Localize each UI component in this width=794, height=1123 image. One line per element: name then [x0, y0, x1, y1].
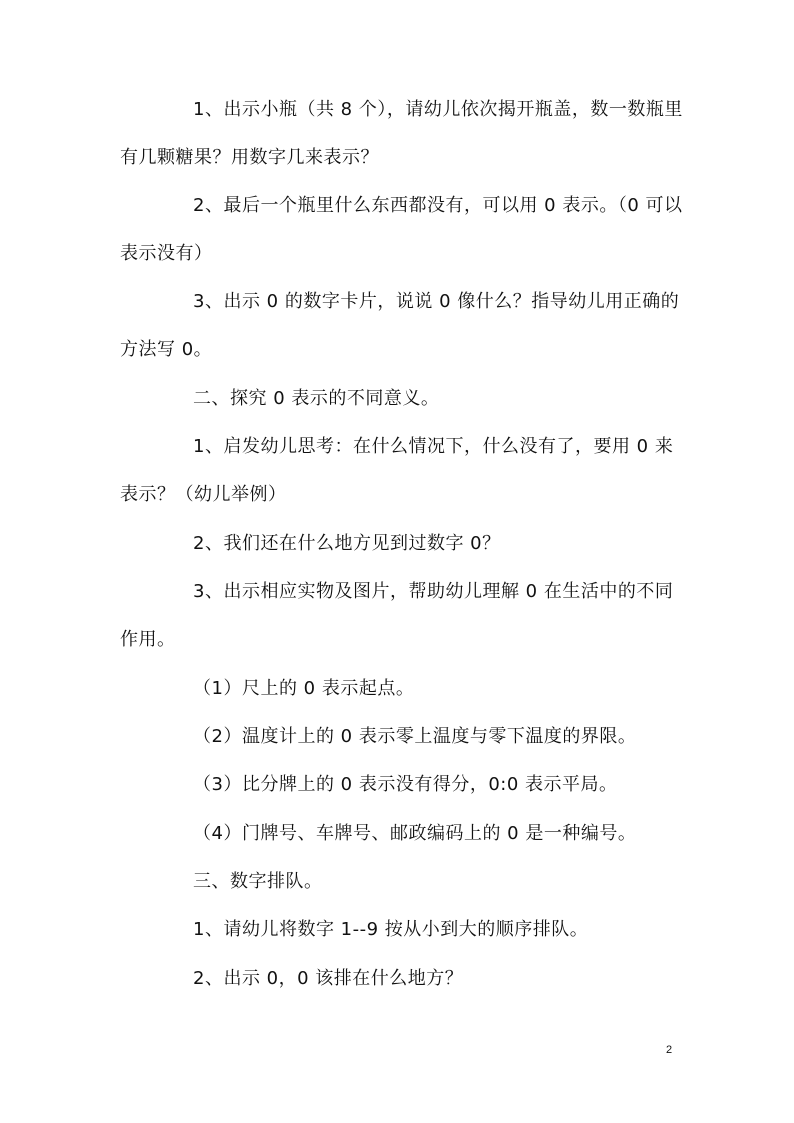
text-line: 3、出示 0 的数字卡片，说说 0 像什么？指导幼儿用正确的 [193, 291, 680, 312]
text-line: 表示？（幼儿举例） [120, 484, 287, 505]
list-item: （1）尺上的 0 表示起点。 [193, 678, 415, 699]
text-line: 方法写 0。 [120, 339, 213, 360]
text-line: 2、最后一个瓶里什么东西都没有，可以用 0 表示。（0 可以 [193, 195, 683, 216]
text-line: 1、出示小瓶（共 8 个），请幼儿依次揭开瓶盖，数一数瓶里 [193, 99, 683, 120]
list-item: （4）门牌号、车牌号、邮政编码上的 0 是一种编号。 [193, 823, 637, 844]
text-line: 表示没有） [120, 243, 213, 264]
list-item: （3）比分牌上的 0 表示没有得分，0:0 表示平局。 [193, 774, 618, 795]
page-number: 2 [666, 1044, 673, 1056]
text-line: 作用。 [120, 629, 176, 650]
text-line: 2、出示 0，0 该排在什么地方？ [193, 968, 464, 989]
section-heading: 三、数字排队。 [193, 871, 323, 892]
text-line: 1、请幼儿将数字 1--9 按从小到大的顺序排队。 [193, 919, 589, 940]
section-heading: 二、探究 0 表示的不同意义。 [193, 388, 440, 409]
list-item: （2）温度计上的 0 表示零上温度与零下温度的界限。 [193, 726, 637, 747]
text-line: 1、启发幼儿思考：在什么情况下，什么没有了，要用 0 来 [193, 436, 674, 457]
text-line: 3、出示相应实物及图片，帮助幼儿理解 0 在生活中的不同 [193, 581, 674, 602]
text-line: 2、我们还在什么地方见到过数字 0？ [193, 533, 501, 554]
text-line: 有几颗糖果？用数字几来表示？ [120, 147, 379, 168]
